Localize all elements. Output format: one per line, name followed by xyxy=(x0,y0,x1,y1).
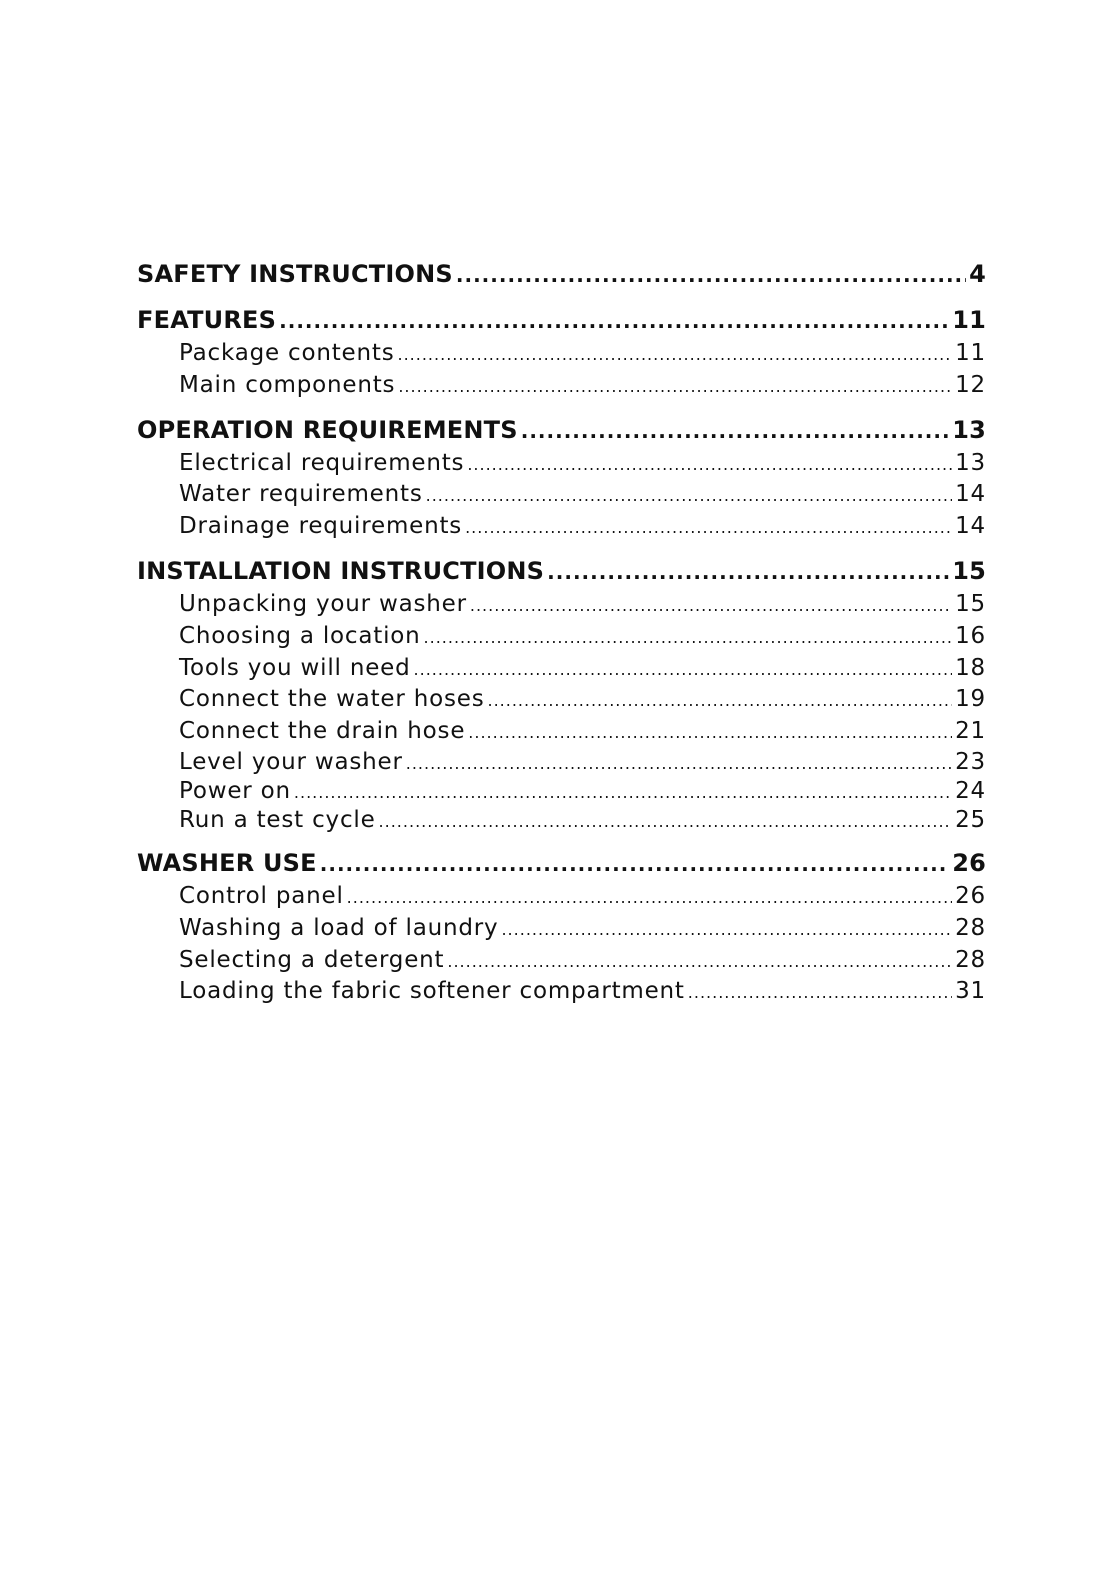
dot-leader xyxy=(424,622,953,654)
toc-entry[interactable] xyxy=(137,913,986,945)
toc-entry[interactable] xyxy=(137,748,986,777)
toc-heading-page: 11 xyxy=(952,306,986,334)
toc-entry-title: Package contents xyxy=(179,340,395,366)
toc-heading-page: 4 xyxy=(969,260,986,288)
toc-entry-title: Tools you will need xyxy=(179,654,411,681)
toc-section-operation-requirements xyxy=(137,412,986,543)
toc-entry-title: Washing a load of laundry xyxy=(179,914,499,941)
toc-entry-page: 28 xyxy=(955,914,986,941)
dot-leader xyxy=(347,882,952,914)
toc-heading[interactable] xyxy=(137,412,986,448)
table-of-contents xyxy=(137,256,986,1018)
toc-entry[interactable] xyxy=(137,370,986,402)
dot-leader xyxy=(320,846,949,882)
dot-leader xyxy=(379,807,953,836)
toc-entry-title: Power on xyxy=(179,777,291,804)
dot-leader xyxy=(414,654,953,686)
toc-entry-title: Drainage requirements xyxy=(179,513,463,540)
toc-entry-page: 13 xyxy=(955,449,986,476)
toc-entry[interactable] xyxy=(137,716,986,748)
toc-entry-title: Run a test cycle xyxy=(179,806,376,833)
toc-entry-title: Main components xyxy=(179,371,396,398)
dot-leader xyxy=(547,554,949,590)
dot-leader xyxy=(426,480,953,512)
toc-entry[interactable] xyxy=(137,945,986,977)
toc-entry-page: 23 xyxy=(955,748,986,775)
toc-heading-title: WASHER USE xyxy=(137,848,317,877)
toc-entry-page: 26 xyxy=(955,882,986,909)
toc-section-installation-instructions xyxy=(137,553,986,835)
dot-leader xyxy=(294,778,952,807)
toc-entry-title: Unpacking your washer xyxy=(179,590,467,617)
toc-entry-page: 18 xyxy=(955,654,986,681)
toc-entry[interactable] xyxy=(137,479,986,511)
toc-entry-page: 25 xyxy=(955,806,986,833)
toc-section-safety-instructions xyxy=(137,256,986,292)
dot-leader xyxy=(467,449,952,481)
dot-leader xyxy=(406,749,952,778)
toc-entry[interactable] xyxy=(137,976,986,1008)
toc-heading-page: 13 xyxy=(952,415,986,444)
toc-entry-page: 14 xyxy=(955,481,986,508)
dot-leader xyxy=(470,590,952,622)
toc-heading[interactable] xyxy=(137,845,986,881)
toc-heading-title: INSTALLATION INSTRUCTIONS xyxy=(137,556,545,585)
toc-entry-page: 16 xyxy=(955,622,986,649)
toc-entry[interactable] xyxy=(137,338,986,370)
toc-entry[interactable] xyxy=(137,806,986,835)
toc-entry-title: Connect the drain hose xyxy=(179,718,466,745)
toc-entry-page: 14 xyxy=(955,513,986,540)
toc-entry-page: 31 xyxy=(955,978,986,1005)
toc-entry-page: 15 xyxy=(955,590,986,617)
toc-entry-page: 28 xyxy=(955,946,986,973)
toc-entry-title: Electrical requirements xyxy=(179,449,465,476)
toc-heading[interactable] xyxy=(137,302,986,338)
dot-leader xyxy=(501,914,952,946)
dot-leader xyxy=(688,977,952,1009)
toc-entry-page: 24 xyxy=(955,777,986,804)
toc-entry[interactable] xyxy=(137,881,986,913)
toc-entry-page: 12 xyxy=(955,371,986,398)
dot-leader xyxy=(398,371,952,403)
toc-entry-title: Level your washer xyxy=(179,748,403,775)
dot-leader xyxy=(447,946,952,978)
toc-entry-page: 11 xyxy=(955,340,986,366)
dot-leader xyxy=(279,303,949,339)
toc-heading-title: OPERATION REQUIREMENTS xyxy=(137,415,518,444)
toc-entry-page: 21 xyxy=(955,718,986,745)
toc-heading[interactable] xyxy=(137,256,986,292)
toc-entry[interactable] xyxy=(137,621,986,653)
toc-entry-title: Loading the fabric softener compartment xyxy=(179,978,685,1005)
dot-leader xyxy=(487,685,952,717)
toc-entry[interactable] xyxy=(137,448,986,480)
dot-leader xyxy=(468,717,952,749)
toc-heading-title: SAFETY INSTRUCTIONS xyxy=(137,260,453,288)
dot-leader xyxy=(465,512,952,544)
toc-entry-title: Connect the water hoses xyxy=(179,686,485,713)
toc-entry-title: Choosing a location xyxy=(179,622,421,649)
toc-entry-title: Water requirements xyxy=(179,481,423,508)
toc-heading-page: 26 xyxy=(952,848,986,877)
toc-entry-title: Control panel xyxy=(179,882,344,909)
toc-entry[interactable] xyxy=(137,777,986,806)
toc-heading[interactable] xyxy=(137,553,986,589)
toc-entry[interactable] xyxy=(137,684,986,716)
toc-entry[interactable] xyxy=(137,589,986,621)
dot-leader xyxy=(456,257,966,293)
toc-heading-title: FEATURES xyxy=(137,306,277,334)
toc-entry[interactable] xyxy=(137,511,986,543)
toc-entry-title: Selecting a detergent xyxy=(179,946,445,973)
toc-section-features xyxy=(137,302,986,402)
toc-entry-page: 19 xyxy=(955,686,986,713)
dot-leader xyxy=(521,413,949,449)
toc-heading-page: 15 xyxy=(952,556,986,585)
toc-entry[interactable] xyxy=(137,653,986,685)
toc-section-washer-use xyxy=(137,845,986,1008)
dot-leader xyxy=(398,339,953,371)
